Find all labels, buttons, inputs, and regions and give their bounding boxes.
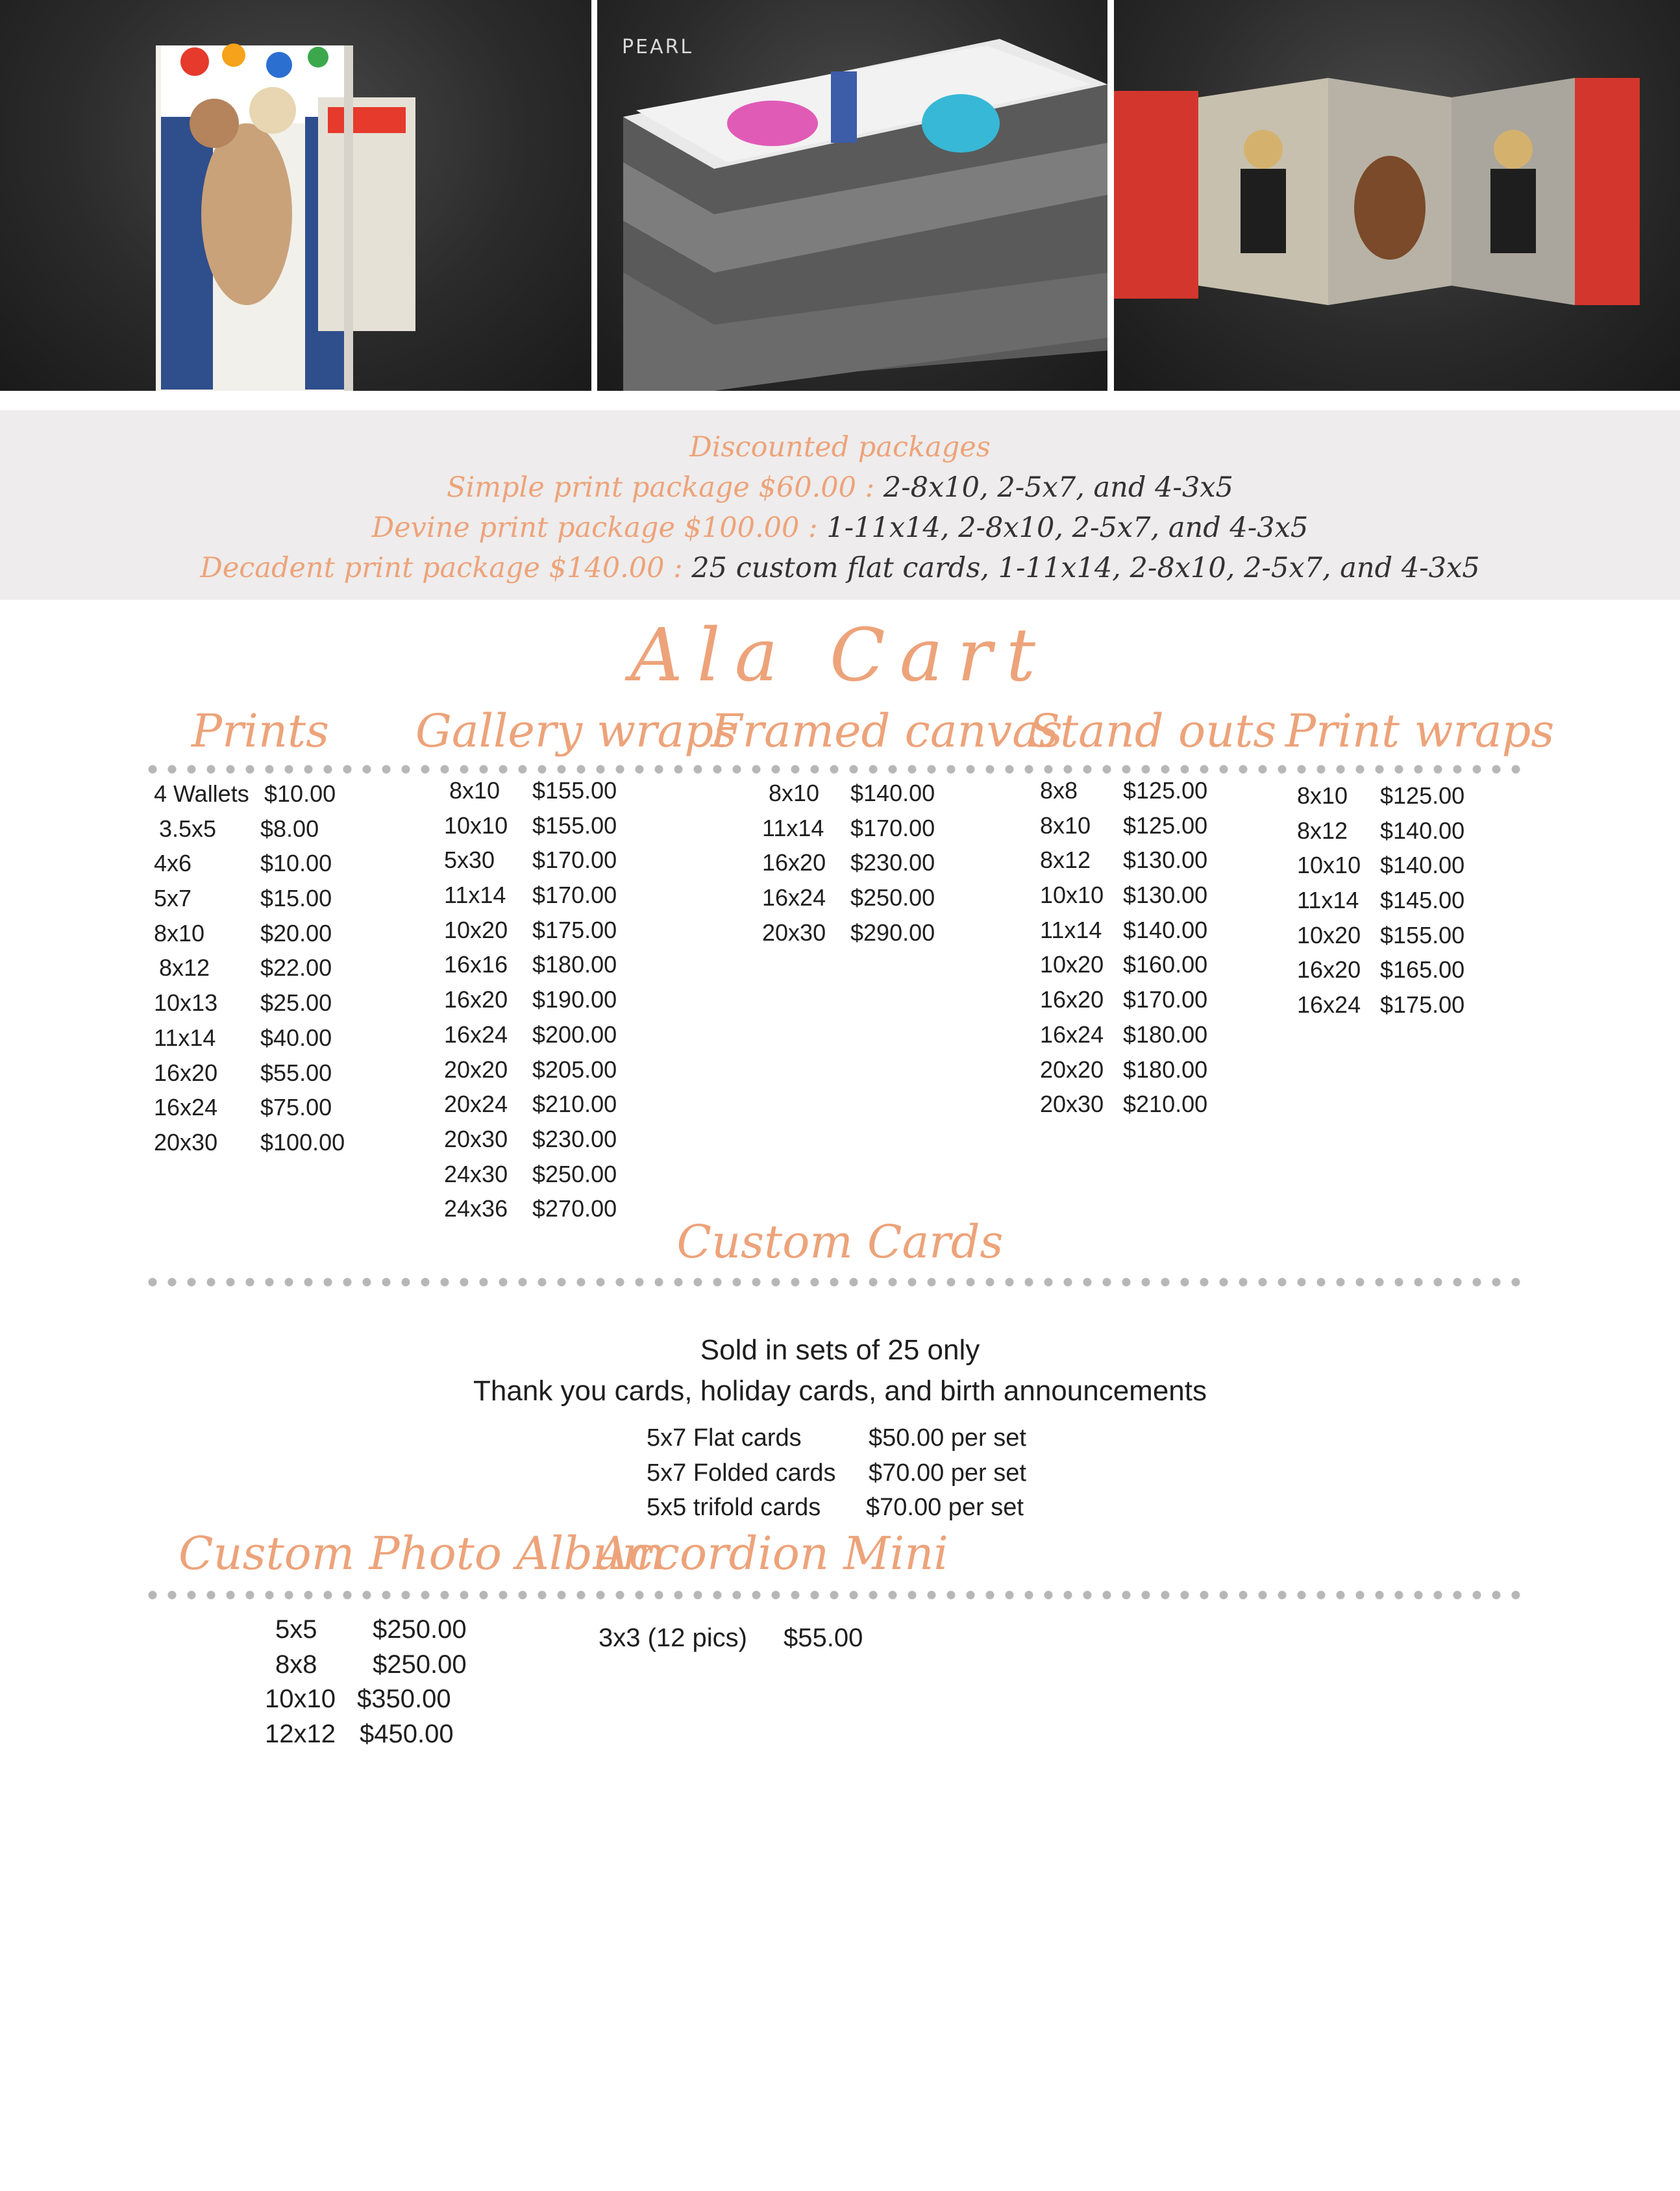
item-price: $130.00 [1123,882,1208,909]
price-row [154,776,362,811]
card-name: 5x7 Flat cards [647,1424,802,1452]
price-row [154,846,362,881]
album-row [265,1682,499,1717]
price-row [1040,1052,1248,1087]
price-row [154,985,362,1021]
item-price: $170.00 [532,882,617,909]
item-price: $170.00 [850,814,935,841]
item-price: $250.00 [532,1160,617,1187]
price-row [444,843,652,878]
item-price: $170.00 [1123,986,1208,1013]
section-title-print-wraps: Print wraps [1285,704,1555,758]
package-name: Devine print package $100.00 : [371,512,818,544]
item-size: 10x20 [1040,951,1104,978]
accordion-size: 3x3 (12 pics) [599,1624,747,1652]
price-row [1040,913,1248,948]
price-row [154,1125,362,1160]
item-size: 20x30 [762,919,826,946]
item-size: 10x13 [154,989,218,1017]
dotted-divider [143,765,1526,774]
item-size: 20x24 [444,1091,508,1118]
item-price: $210.00 [1123,1091,1208,1118]
packages-heading: Discounted packages [689,431,991,464]
price-row [1040,773,1248,808]
item-price: $155.00 [1380,921,1465,948]
item-size: 16x16 [444,951,508,978]
item-size: 11x14 [1040,916,1102,943]
album-price: $450.00 [360,1720,454,1749]
photo-box-pearl [597,0,1107,391]
package-decadent [0,552,1680,584]
card-price: $50.00 per set [869,1424,1026,1452]
price-row [762,915,970,950]
photo-accordion-mini [1114,0,1680,391]
card-price: $70.00 per set [866,1494,1024,1522]
item-price: $125.00 [1380,782,1465,809]
price-row [1040,808,1248,843]
item-size: 4 Wallets [154,780,249,807]
price-row [1040,1087,1248,1122]
gallery-wraps-list [444,773,652,1226]
price-row [444,1017,652,1052]
item-price: $140.00 [850,780,935,806]
framed-canvas-list [762,776,970,950]
price-row [154,950,362,985]
price-row [154,916,362,951]
item-size: 8x8 [1040,777,1078,804]
item-size: 8x12 [1297,817,1348,844]
item-size: 16x24 [154,1094,218,1121]
price-row [1297,778,1505,813]
price-row [154,881,362,916]
item-size: 16x24 [1297,991,1361,1019]
item-price: $170.00 [532,847,617,874]
item-price: $140.00 [1123,916,1208,943]
item-price: $210.00 [532,1091,617,1118]
album-illustration [0,0,591,391]
item-size: 10x10 [1040,882,1104,909]
photo-album-cover [0,0,591,391]
item-size: 8x10 [1040,811,1091,839]
package-details: 1-11x14, 2-8x10, 2-5x7, and 4-3x5 [817,512,1309,544]
price-row [1297,918,1505,953]
item-size: 16x20 [1040,986,1104,1013]
item-price: $290.00 [850,919,935,946]
item-price: $270.00 [532,1195,617,1222]
item-price: $175.00 [1380,991,1465,1019]
item-size: 11x14 [762,814,824,841]
item-price: $22.00 [260,954,332,982]
print-wraps-list [1297,778,1505,1022]
cards-note-types: Thank you cards, holiday cards, and birth announcements [473,1375,1207,1407]
item-price: $200.00 [532,1021,617,1048]
item-price: $75.00 [260,1094,332,1121]
item-price: $250.00 [850,884,935,911]
item-price: $40.00 [260,1024,332,1051]
item-size: 5x30 [444,847,495,874]
item-price: $140.00 [1380,817,1465,844]
price-row [1297,883,1505,918]
item-size: 10x20 [1297,921,1361,948]
item-price: $190.00 [532,986,617,1013]
item-size: 20x20 [444,1056,508,1083]
item-size: 10x10 [1297,852,1361,879]
prints-list [154,776,362,1160]
accordion-illustration [1114,0,1680,391]
price-row [1040,878,1248,913]
item-price: $140.00 [1380,852,1465,879]
item-price: $55.00 [260,1059,332,1086]
album-size: 5x5 [275,1615,317,1644]
item-size: 8x10 [449,777,500,804]
album-size: 8x8 [275,1650,317,1679]
item-size: 8x10 [1297,782,1348,809]
card-row [647,1421,1049,1456]
price-row [1297,848,1505,883]
item-size: 8x10 [154,919,205,947]
item-price: $230.00 [532,1125,617,1152]
price-row [1297,987,1505,1022]
item-price: $180.00 [1123,1056,1208,1083]
cards-note-sets: Sold in sets of 25 only [700,1334,980,1366]
item-price: $165.00 [1380,956,1465,984]
item-price: $130.00 [1123,847,1208,874]
ala-cart-title: Ala Cart [630,613,1050,698]
item-size: 3.5x5 [159,815,217,842]
item-size: 5x7 [154,885,192,912]
card-name: 5x7 Folded cards [647,1459,836,1487]
album-title: Custom Photo Album [179,1527,665,1580]
album-size: 12x12 [265,1720,336,1749]
price-row [1040,843,1248,878]
price-row [444,878,652,913]
price-row [154,811,362,847]
price-row [762,845,970,880]
price-row [1040,947,1248,982]
item-price: $145.00 [1380,887,1465,914]
price-row [444,808,652,843]
item-price: $125.00 [1123,811,1208,839]
price-row [444,913,652,948]
price-row [1297,813,1505,848]
card-name: 5x5 trifold cards [647,1494,821,1522]
price-row [154,1056,362,1091]
item-size: 8x12 [1040,847,1091,874]
price-row [444,982,652,1017]
price-row [1297,952,1505,987]
card-row [647,1456,1049,1491]
item-price: $230.00 [850,849,935,876]
album-price: $350.00 [357,1685,451,1714]
item-price: $125.00 [1123,777,1208,804]
price-row [444,1087,652,1122]
box-illustration [597,0,1107,391]
price-row [762,880,970,915]
dotted-divider [143,1278,1526,1287]
item-price: $10.00 [260,850,332,877]
package-details: 25 custom flat cards, 1-11x14, 2-8x10, 2-5x7, and 4-3x5 [682,552,1480,584]
item-size: 16x24 [444,1021,508,1048]
item-size: 20x20 [1040,1056,1104,1083]
item-price: $10.00 [264,780,336,807]
package-name: Decadent print package $140.00 : [200,552,683,584]
album-price: $250.00 [373,1615,467,1644]
album-row [265,1613,499,1648]
item-size: 16x20 [1297,956,1361,984]
custom-cards-title: Custom Cards [676,1215,1004,1269]
album-size: 10x10 [265,1685,336,1714]
item-price: $180.00 [1123,1021,1208,1048]
item-size: 8x12 [159,954,210,982]
accordion-price: $55.00 [784,1624,863,1652]
item-price: $160.00 [1123,951,1208,978]
item-size: 24x36 [444,1195,508,1222]
item-size: 16x20 [154,1059,218,1086]
card-row [647,1491,1049,1526]
item-size: 10x10 [444,811,508,839]
item-price: $20.00 [260,919,332,947]
stand-outs-list [1040,773,1248,1122]
item-size: 20x30 [444,1125,508,1152]
item-size: 20x30 [1040,1091,1104,1118]
item-price: $205.00 [532,1056,617,1083]
album-row [265,1648,499,1683]
item-size: 16x20 [444,986,508,1013]
album-price: $250.00 [373,1650,467,1679]
item-size: 20x30 [154,1128,218,1156]
price-row [762,776,970,811]
section-title-prints: Prints [191,704,330,758]
item-price: $155.00 [532,811,617,839]
price-row [444,1122,652,1157]
item-size: 24x30 [444,1160,508,1187]
accordion-list [599,1621,871,1656]
card-price: $70.00 per set [869,1459,1026,1487]
item-price: $100.00 [260,1128,345,1156]
price-row [444,1052,652,1087]
item-size: 11x14 [1297,887,1359,914]
box-label: PEARL [622,36,694,58]
price-row [444,1157,652,1192]
item-size: 16x24 [1040,1021,1104,1048]
album-list [265,1613,499,1752]
item-size: 10x20 [444,916,508,943]
item-price: $180.00 [532,951,617,978]
item-size: 4x6 [154,850,192,877]
price-row [154,1090,362,1125]
item-price: $8.00 [260,815,319,842]
item-size: 11x14 [444,882,506,909]
price-row [1040,982,1248,1017]
dotted-divider [143,1591,1526,1600]
price-row [444,773,652,808]
accordion-row [599,1621,871,1656]
accordion-title: Accordion Mini [596,1527,948,1580]
item-price: $25.00 [260,989,332,1017]
cards-list [647,1421,1049,1526]
price-row [154,1021,362,1056]
item-price: $155.00 [532,777,617,804]
package-details: 2-8x10, 2-5x7, and 4-3x5 [874,471,1233,504]
section-title-gallery-wraps: Gallery wraps [415,704,737,758]
item-size: 16x20 [762,849,826,876]
package-devine [0,512,1680,544]
section-title-stand-outs: Stand outs [1029,704,1277,758]
price-row [762,811,970,846]
package-name: Simple print package $60.00 : [447,471,875,504]
price-row [444,947,652,982]
album-row [265,1717,499,1752]
item-price: $15.00 [260,885,332,912]
item-size: 11x14 [154,1024,216,1051]
price-row [1040,1017,1248,1052]
item-price: $175.00 [532,916,617,943]
item-size: 16x24 [762,884,826,911]
package-simple [0,471,1680,504]
item-size: 8x10 [769,780,820,806]
section-title-framed-canvas: Framed canvas [711,704,1063,758]
